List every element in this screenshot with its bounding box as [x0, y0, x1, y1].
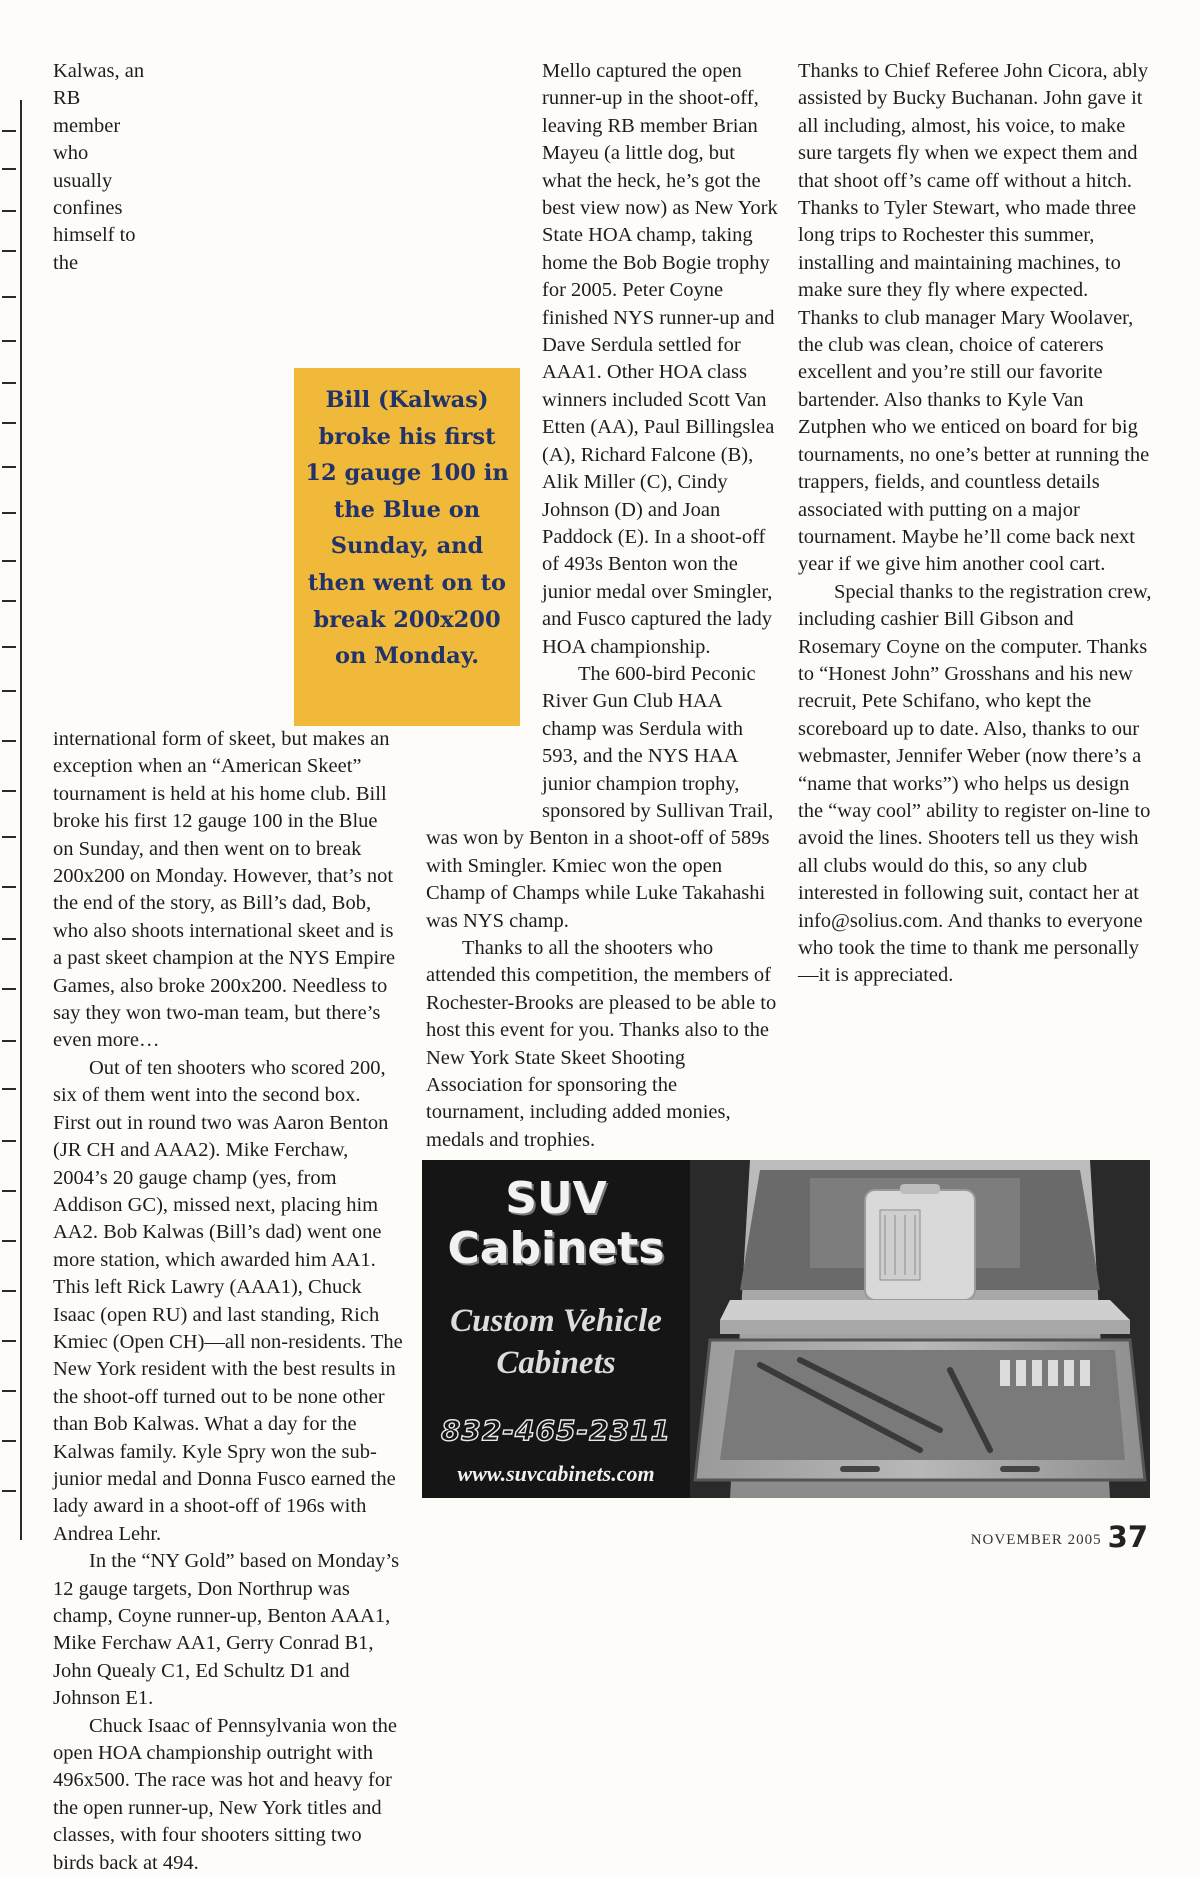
paragraph: Thanks to Chief Referee John Cicora, ably assisted by Bucky Buchanan. John gave it all including, almost, his voice, to make sure targets fly when we expect them and that shoot off’s came off without a hitch. Thanks to Tyler Stewart, who made three long trips to Rochester this summer, installing and maintaining machines, to make sure they fly where expected. Thanks to club manager Mary Woolaver, the club was clean, choice of caterers excellent and you’re still our favorite bartender. Also thanks to Kyle Van Zutphen who we enticed on board for big tournaments, no one’s better at running the trappers, fields, and countless details associated with putting on a major tournament. Maybe he’ll come back next year if we give him another cool cart. [798, 60, 1150, 576]
paragraph: Mello captured the open runner-up in the shoot-off, leaving RB member Brian Mayeu (a little dog, but what the heck, he’s got the best view now) as New York State HOA champ, taking home the Bob Bogie trophy for 2005. Peter Coyne finished NYS runner-up and Dave Serdula settled for AAA1. Other HOA class winners included Scott Van Etten (AA), Paul Billingslea (A), Richard Falcone (B), Alik Miller (C), Cindy Johnson (D) and Joan Paddock (E). In a shoot-off of 493s Benton won the junior medal over Smingler, and Fusco captured the lady HOA championship. [542, 60, 778, 658]
paragraph: Special thanks to the registration crew, including cashier Bill Gibson and Rosemary Coyne on the computer. Thanks to “Honest John” Grosshans and his new recruit, Pete Schifano, who kept the scoreboard up to date. Also, thanks to our webmaster, Jennifer Weber (now there’s a “name that works”) who helps us design the “way cool” ability to register on-line to avoid the lines. Shooters tell us they wish all clubs would do this, so any club interested in following suit, contact her at info@solius.com. And thanks to everyone who took the time to thank me personally—it is appreciated. [798, 580, 1152, 987]
paragraph: Chuck Isaac of Pennsylvania won the open HOA championship outright with 496x500. The race was hot and heavy for the open runner-up, New York titles and classes, with four shooters sitting two birds back at 494. [53, 1714, 397, 1874]
paragraph: Out of ten shooters who scored 200, six of them went into the second box. First out in round two was Aaron Benton (JR CH and AAA2). Mike Ferchaw, 2004’s 20 gauge champ (yes, from Addison GC), missed next, placing him AA2. Bob Kalwas (Bill’s dad) went one more station, which awarded him AA1. This left Rick Lawry (AAA1), Chuck Isaac (open RU) and last standing, Rich Kmiec (Open CH)—all non-residents. The New York resident with the best results in the shoot-off turned out to be none other than Bob Kalwas. What a day for the Kalwas family. Kyle Spry won the sub-junior medal and Donna Fusco earned the lady award in a shoot-off of 196s with Andrea Lehr. [53, 1056, 403, 1545]
page-footer [971, 1520, 1148, 1554]
article-column-3 [798, 58, 1153, 990]
paragraph: Thanks to all the shooters who attended this competition, the members of Rochester-Brooks are pleased to be able to host this event for you. Thanks also to the New York State Skeet Shooting Association for sponsoring the tournament, including added monies, medals and trophies. [426, 937, 777, 1151]
ad-text-block [422, 1160, 690, 1498]
suv-cargo-photo [690, 1160, 1150, 1498]
paragraph: Kalwas, an RB member who usually confines himself to the international form of skeet, but makes an exception when an “American Skeet” tournament is held at his home club. Bill broke his first 12 gauge 100 in the Blue on Sunday, and then went on to break 200x200 on Monday. However, that’s not the end of the story, as Bill’s dad, Bob, who also shoots international skeet and is a past skeet champion at the NYS Empire Games, also broke 200x200. Needless to say they won two-man team, but there’s even more… [53, 60, 396, 1052]
ad-phone: 832-465-2311 [440, 1414, 672, 1447]
ad-website: www.suvcabinets.com [457, 1461, 655, 1486]
binding-edge [0, 100, 22, 1540]
pet-crate [865, 1184, 975, 1300]
paragraph: The 600-bird Peconic River Gun Club HAA champ was Serdula with 593, and the NYS HAA junior champion trophy, sponsored by Sullivan Trail, was won by Benton in a shoot-off of 589s with Smingler. Kmiec won the open Champ of Champs while Luke Takahashi was NYS champ. [426, 662, 774, 932]
ad-subtitle: Custom Vehicle Cabinets [450, 1303, 662, 1381]
ad-title: SUV Cabinets [447, 1173, 665, 1274]
article-column-1 [53, 58, 403, 1877]
page-number: 37 [1107, 1520, 1148, 1554]
paragraph: In the “NY Gold” based on Monday’s 12 gauge targets, Don Northrup was champ, Coyne runner-up, Benton AAA1, Mike Ferchaw AA1, Gerry Conrad B1, John Quealy C1, Ed Schultz D1 and Johnson E1. [53, 1550, 400, 1710]
issue-date: NOVEMBER 2005 [970, 1532, 1102, 1548]
advertisement [422, 1160, 1150, 1498]
pull-quote: Bill (Kalwas) broke his first 12 gauge 100 in the Blue on Sunday, and then went on to break 200x200 on Monday. [294, 368, 520, 726]
